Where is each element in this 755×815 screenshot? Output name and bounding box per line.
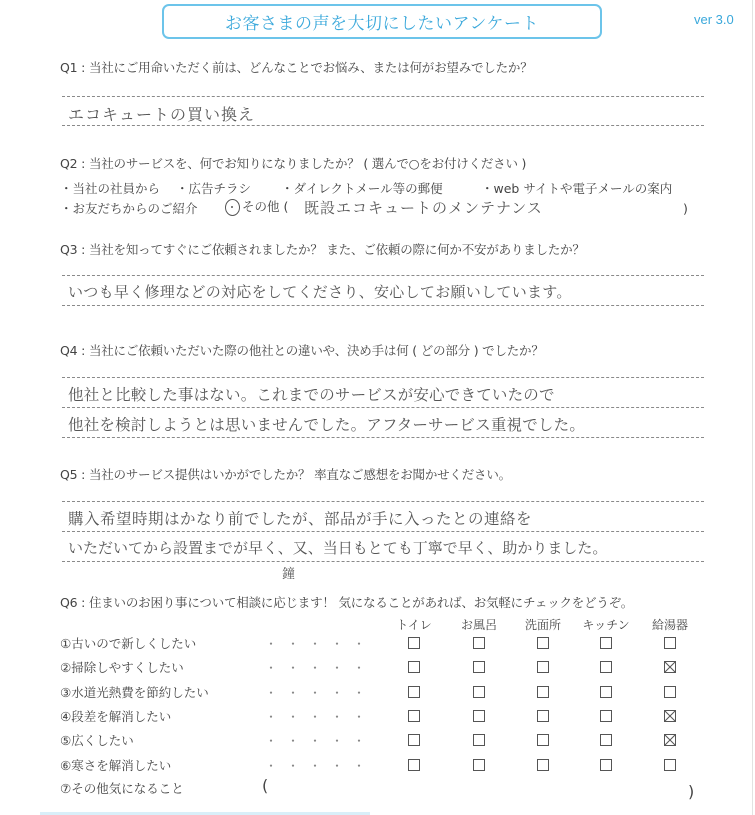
col-header-kitchen: キッチン	[582, 618, 630, 632]
checkbox-toilet[interactable]	[408, 710, 420, 722]
checkbox-bath[interactable]	[473, 759, 485, 771]
x-mark-icon	[665, 662, 675, 672]
checkbox-toilet[interactable]	[408, 759, 420, 771]
checkbox-kitchen[interactable]	[600, 637, 612, 649]
col-header-bath: お風呂	[460, 618, 497, 632]
q6-other-input[interactable]	[275, 778, 675, 798]
q4-line-1	[62, 377, 704, 378]
checkbox-bath[interactable]	[473, 734, 485, 746]
q6-row-leader-dots: ・・・・・	[265, 661, 376, 675]
checkbox-washroom[interactable]	[537, 661, 549, 673]
checkbox-water-heater-checked[interactable]	[664, 734, 676, 746]
q1-line-1	[62, 96, 704, 97]
q6-other-open-paren: (	[262, 776, 269, 795]
q5-answer-line-2[interactable]: いただいてから設置までが早く、又、当日もとても丁寧で早く、助かりました。	[68, 539, 608, 557]
q1-question: Q1 : 当社にご用命いただく前は、どんなことでお悩み、または何がお望みでしたか？	[60, 60, 533, 75]
q4-question: Q4 : 当社にご依頼いただいた際の他社との違いや、決め手は何 ( どの部分 ) でしたか？	[60, 343, 544, 358]
q6-row-label: ⑤広くしたい	[60, 733, 134, 748]
q6-row-label: ⑥寒さを解消したい	[60, 758, 172, 773]
q2-option-other-label: その他 (	[242, 199, 289, 214]
checkbox-kitchen[interactable]	[600, 710, 612, 722]
q6-row-leader-dots: ・・・・・	[265, 637, 376, 651]
survey-title-box	[162, 4, 602, 39]
q6-row-label: ①古いので新しくしたい	[60, 636, 197, 651]
checkbox-washroom[interactable]	[537, 686, 549, 698]
q4-line-3	[62, 437, 704, 438]
checkbox-bath[interactable]	[473, 661, 485, 673]
q2-option-web[interactable]: ・web サイトや電子メールの案内	[481, 181, 673, 196]
q1-answer[interactable]: エコキュートの買い換え	[68, 105, 256, 124]
q5-line-2	[62, 531, 704, 532]
checkbox-kitchen[interactable]	[600, 661, 612, 673]
q6-other-label: ⑦その他気になること	[60, 781, 184, 796]
q6-row-leader-dots: ・・・・・	[265, 686, 376, 700]
survey-title: お客さまの声を大切にしたいアンケート	[225, 14, 539, 34]
checkbox-washroom[interactable]	[537, 710, 549, 722]
q5-line-1	[62, 501, 704, 502]
q6-row-leader-dots: ・・・・・	[265, 759, 376, 773]
q3-line-2	[62, 305, 704, 306]
q6-row-leader-dots: ・・・・・	[265, 710, 376, 724]
checkbox-water-heater[interactable]	[664, 759, 676, 771]
checkbox-bath[interactable]	[473, 710, 485, 722]
checkbox-washroom[interactable]	[537, 759, 549, 771]
checkbox-bath[interactable]	[473, 686, 485, 698]
checkbox-washroom[interactable]	[537, 637, 549, 649]
q5-line-3	[62, 561, 704, 562]
checkbox-water-heater-checked[interactable]	[664, 710, 676, 722]
q6-question: Q6 : 住まいのお困り事について相談に応じます！ 気になることがあれば、お気軽にチェックをどうぞ。	[60, 595, 634, 610]
q5-annotation: 鐘	[282, 567, 297, 582]
q5-question: Q5 : 当社のサービス提供はいかがでしたか？ 率直なご感想をお聞かせください。	[60, 467, 511, 482]
col-header-washroom: 洗面所	[524, 618, 561, 632]
version-label: ver 3.0	[694, 12, 734, 27]
q3-question: Q3 : 当社を知ってすぐにご依頼されましたか？ また、ご依頼の際に何か不安がありましたか？	[60, 242, 585, 257]
q6-row-label: ④段差を解消したい	[60, 709, 172, 724]
q6-row-label: ③水道光熱費を節約したい	[60, 685, 209, 700]
checkbox-toilet[interactable]	[408, 637, 420, 649]
q2-other-answer[interactable]: 既設エコキュートのメンテナンス	[304, 199, 543, 217]
q6-row-label: ②掃除しやすくしたい	[60, 660, 184, 675]
col-header-toilet: トイレ	[396, 618, 432, 632]
q6-other-close-paren: )	[688, 782, 695, 801]
checkbox-washroom[interactable]	[537, 734, 549, 746]
checkbox-kitchen[interactable]	[600, 734, 612, 746]
checkbox-water-heater[interactable]	[664, 637, 676, 649]
checkbox-toilet[interactable]	[408, 686, 420, 698]
checkbox-bath[interactable]	[473, 637, 485, 649]
checkbox-toilet[interactable]	[408, 734, 420, 746]
q2-close-paren: )	[683, 201, 688, 216]
q4-answer-line-2[interactable]: 他社を検討しようとは思いませんでした。アフターサービス重視でした。	[68, 416, 586, 434]
selected-circle-icon	[225, 199, 240, 216]
q2-option-flyer[interactable]: ・広告チラシ	[176, 181, 252, 196]
checkbox-water-heater-checked[interactable]	[664, 661, 676, 673]
col-header-water-heater: 給湯器	[651, 618, 688, 632]
x-mark-icon	[665, 735, 675, 745]
q1-line-2	[62, 125, 704, 126]
q2-question: Q2 : 当社のサービスを、何でお知りになりましたか？ ( 選んで○をお付けください )	[60, 156, 527, 171]
q6-row-leader-dots: ・・・・・	[265, 734, 376, 748]
x-mark-icon	[665, 711, 675, 721]
q4-line-2	[62, 407, 704, 408]
checkbox-water-heater[interactable]	[664, 686, 676, 698]
page-edge-rule	[752, 0, 753, 815]
q3-answer[interactable]: いつも早く修理などの対応をしてくださり、安心してお願いしています。	[68, 283, 572, 301]
q2-option-other[interactable]	[225, 197, 288, 216]
q2-option-direct-mail[interactable]: ・ダイレクトメール等の郵便	[281, 181, 443, 196]
q5-answer-line-1[interactable]: 購入希望時期はかなり前でしたが、部品が手に入ったとの連絡を	[68, 510, 533, 528]
q3-line-1	[62, 275, 704, 276]
q2-option-employee[interactable]: ・当社の社員から	[60, 181, 161, 196]
checkbox-kitchen[interactable]	[600, 686, 612, 698]
q2-option-friend[interactable]: ・お友だちからのご紹介	[60, 201, 198, 216]
checkbox-toilet[interactable]	[408, 661, 420, 673]
q4-answer-line-1[interactable]: 他社と比較した事はない。これまでのサービスが安心できていたので	[68, 386, 555, 404]
checkbox-kitchen[interactable]	[600, 759, 612, 771]
